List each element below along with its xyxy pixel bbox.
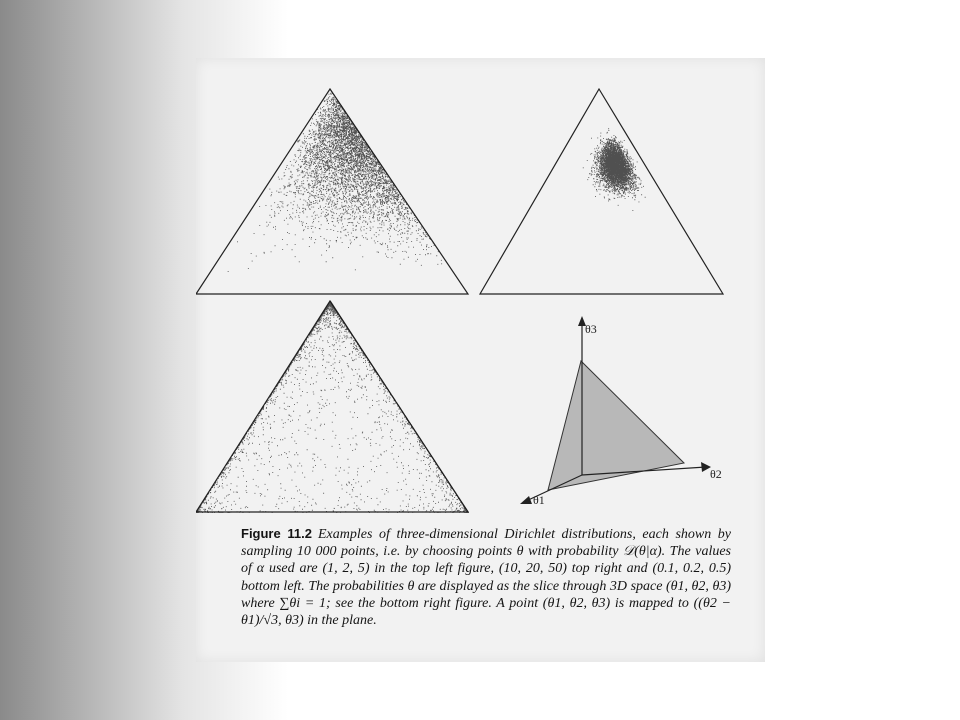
axis-label-theta2: θ2 [710,467,722,481]
sample-dots-top-left [228,90,442,272]
figure-caption [241,525,731,629]
sample-points-top-left [228,90,442,272]
sample-points-top-right [583,128,646,211]
sample-points-bottom-left [196,301,469,513]
axis-label-theta1: θ1 [533,493,545,507]
sample-dots-bottom-left [196,301,469,513]
caption-line-2: shown by sampling 10 000 points, i.e. by choosing points θ with probability [241,527,732,560]
caption-line-6: figure. A point (θ1, θ2, θ3) is mapped to ((θ2 − θ1)/√3, θ3) in the plane. [241,595,731,629]
caption-line-3: 𝒟(θ|α). The values of α used are (1, 2, 5) in the top left figure, (10, 20, 50) [241,544,732,577]
axis-label-theta3: θ3 [585,322,597,336]
scanned-book-page [196,58,765,662]
caption-line-1: Examples of three-dimensional Dirichlet distributions, each [318,527,669,542]
simplex-outline-top-right [480,89,723,294]
simplex-3d-diagram [520,316,722,507]
dirichlet-panel-top-right [480,89,723,294]
arrow-theta1 [520,496,532,504]
dirichlet-panel-top-left [196,89,468,294]
simplex-plane-face [548,361,684,490]
figure-number-label: Figure 11.2 [241,526,312,541]
dirichlet-panel-bottom-left [196,301,469,513]
sample-dots-top-right [583,128,646,211]
caption-line-4: top right and (0.1, 0.2, 0.5) bottom left. The probabilities θ are displayed as [241,561,731,594]
caption-line-5: the slice through 3D space (θ1, θ2, θ3) where ∑θi = 1; see the bottom right [241,578,732,611]
